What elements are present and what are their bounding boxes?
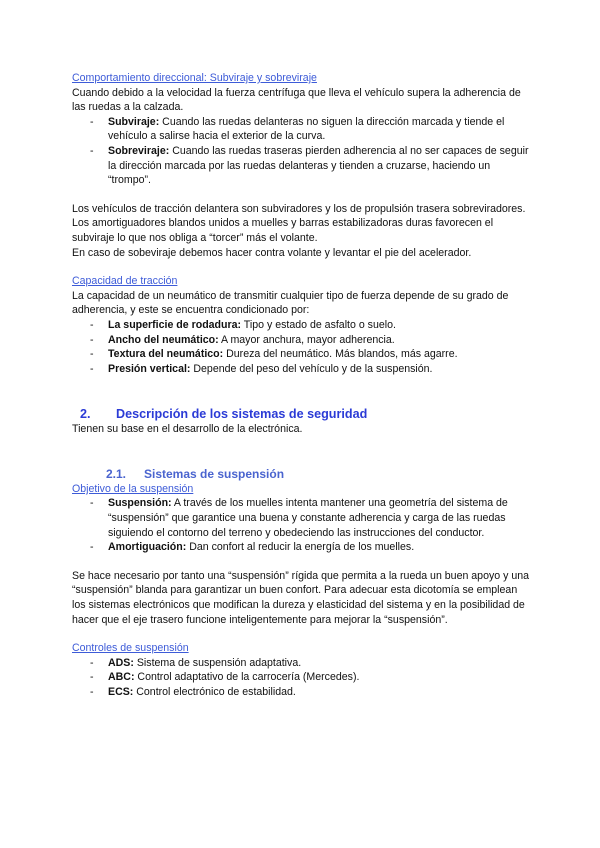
spacer (72, 188, 532, 202)
bullet-term: Textura del neumático: (108, 348, 224, 361)
bullet-text: Cuando las ruedas traseras pierden adherencia al no ser capaces de seguir la dirección marcada por las ruedas delanteras y tienden a cruzarse, haciendo un “trompo”. (108, 144, 529, 187)
bullet-term: Ancho del neumático: (108, 333, 219, 346)
heading-title: Descripción de los sistemas de seguridad (116, 407, 368, 422)
bullet-text: Control electrónico de estabilidad. (133, 686, 296, 698)
bullet-term: La superficie de rodadura: (108, 318, 242, 331)
bullet-term: Subviraje: (108, 115, 160, 128)
spacer (72, 376, 532, 406)
list-item (72, 144, 532, 188)
heading-capacidad-traccion[interactable]: Capacidad de tracción (72, 275, 178, 288)
intro-capacidad-traccion: La capacidad de un neumático de transmitir cualquier tipo de fuerza depende de su grado de adherencia, y este se encuentra condicionado por: (72, 289, 509, 317)
document-content (72, 71, 532, 700)
paragraph-traccion-tipo: Los vehículos de tracción delantera son subviradores y los de propulsión trasera sobreviradores. (72, 202, 526, 215)
spacer (72, 437, 532, 466)
bullet-text: Dan confort al reducir la energía de los muelles. (186, 541, 415, 554)
bullet-term: Amortiguación: (108, 541, 187, 554)
bullet-text: Cuando las ruedas delanteras no siguen la dirección marcada y tiende el vehículo a salirse hacia el exterior de la curva. (108, 115, 505, 143)
spacer (72, 260, 532, 274)
spacer (72, 555, 532, 569)
bullet-text: Sistema de suspensión adaptativa. (133, 656, 302, 669)
spacer (72, 627, 532, 641)
list-item (72, 670, 532, 685)
list-item (72, 362, 532, 377)
list-item (72, 656, 532, 671)
bullet-dash: - (90, 333, 94, 346)
bullet-text: Tipo y estado de asfalto o suelo. (241, 318, 396, 331)
list-item (72, 496, 532, 540)
list-item (72, 115, 532, 144)
bullet-text: A través de los muelles intenta mantener una geometría del sistema de “suspensión” que garantice una buena y constante adherencia y carga de las ruedas siguiendo el contorno del terreno y obedeciendo las instrucciones del conductor. (108, 497, 508, 539)
bullet-dash: - (90, 671, 94, 684)
bullet-text: Dureza del neumático. Más blandos, más agarre. (223, 348, 458, 361)
bullet-term: ADS: (108, 656, 134, 669)
bullet-text: A mayor anchura, mayor adherencia. (218, 333, 395, 346)
heading-number: 2. (80, 407, 91, 422)
bullet-text: Control adaptativo de la carrocería (Mercedes). (134, 671, 360, 684)
bullet-dash: - (90, 656, 94, 669)
heading-title: Sistemas de suspensión (144, 466, 285, 481)
bullet-term: ECS: (108, 686, 134, 698)
heading-number: 2.1. (106, 466, 127, 481)
bullet-dash: - (90, 497, 94, 510)
list-item (72, 685, 532, 700)
bullet-dash: - (90, 362, 94, 375)
paragraph-suspension: Se hace necesario por tanto una “suspensión” rígida que permita a la rueda un buen apoyo y una “suspensión” blanda para garantizar un buen confort. Para adecuar esta dicotomía se emplean los sistemas electrónicos que modifican la dureza y elasticidad del sistema y en la posibilidad de hacer que el eje trasero funcione inteligentemente para mejorar la “suspensión”. (72, 569, 530, 626)
list-item (72, 540, 532, 555)
bullet-dash: - (90, 318, 94, 331)
heading-comportamiento[interactable]: Comportamiento direccional: Subviraje y sobreviraje (72, 72, 317, 84)
bullet-dash: - (90, 541, 94, 554)
bullet-term: Presión vertical: (108, 362, 191, 375)
list-item (72, 318, 532, 333)
heading-controles-suspension[interactable]: Controles de suspensión (72, 642, 189, 655)
list-controles-suspension (72, 656, 532, 700)
bullet-dash: - (90, 144, 94, 157)
bullet-term: ABC: (108, 671, 135, 684)
heading-objetivo-suspension[interactable]: Objetivo de la suspensión (72, 482, 194, 495)
list-item (72, 333, 532, 348)
heading-sistemas-suspension (72, 466, 532, 482)
list-capacidad-traccion (72, 318, 532, 376)
intro-comportamiento: Cuando debido a la velocidad la fuerza centrífuga que lleva el vehículo supera la adherencia de las ruedas a la calzada. (72, 86, 521, 114)
list-objetivo-suspension (72, 496, 532, 554)
bullet-term: Sobreviraje: (108, 144, 170, 157)
paragraph-sobreviraje: En caso de sobeviraje debemos hacer contra volante y levantar el pie del acelerador. (72, 246, 472, 259)
bullet-dash: - (90, 115, 94, 128)
bullet-term: Suspensión: (108, 497, 172, 510)
bullet-text: Depende del peso del vehículo y de la suspensión. (190, 362, 433, 375)
bullet-dash: - (90, 686, 94, 698)
list-comportamiento (72, 115, 532, 188)
bullet-dash: - (90, 348, 94, 361)
list-item (72, 347, 532, 362)
subtitle-sistemas-seguridad: Tienen su base en el desarrollo de la electrónica. (72, 423, 303, 436)
paragraph-amortiguadores: Los amortiguadores blandos unidos a muelles y barras estabilizadoras duras favorecen el subviraje lo que nos obliga a “torcer” más el volante. (72, 217, 494, 244)
heading-sistemas-seguridad (72, 406, 532, 422)
